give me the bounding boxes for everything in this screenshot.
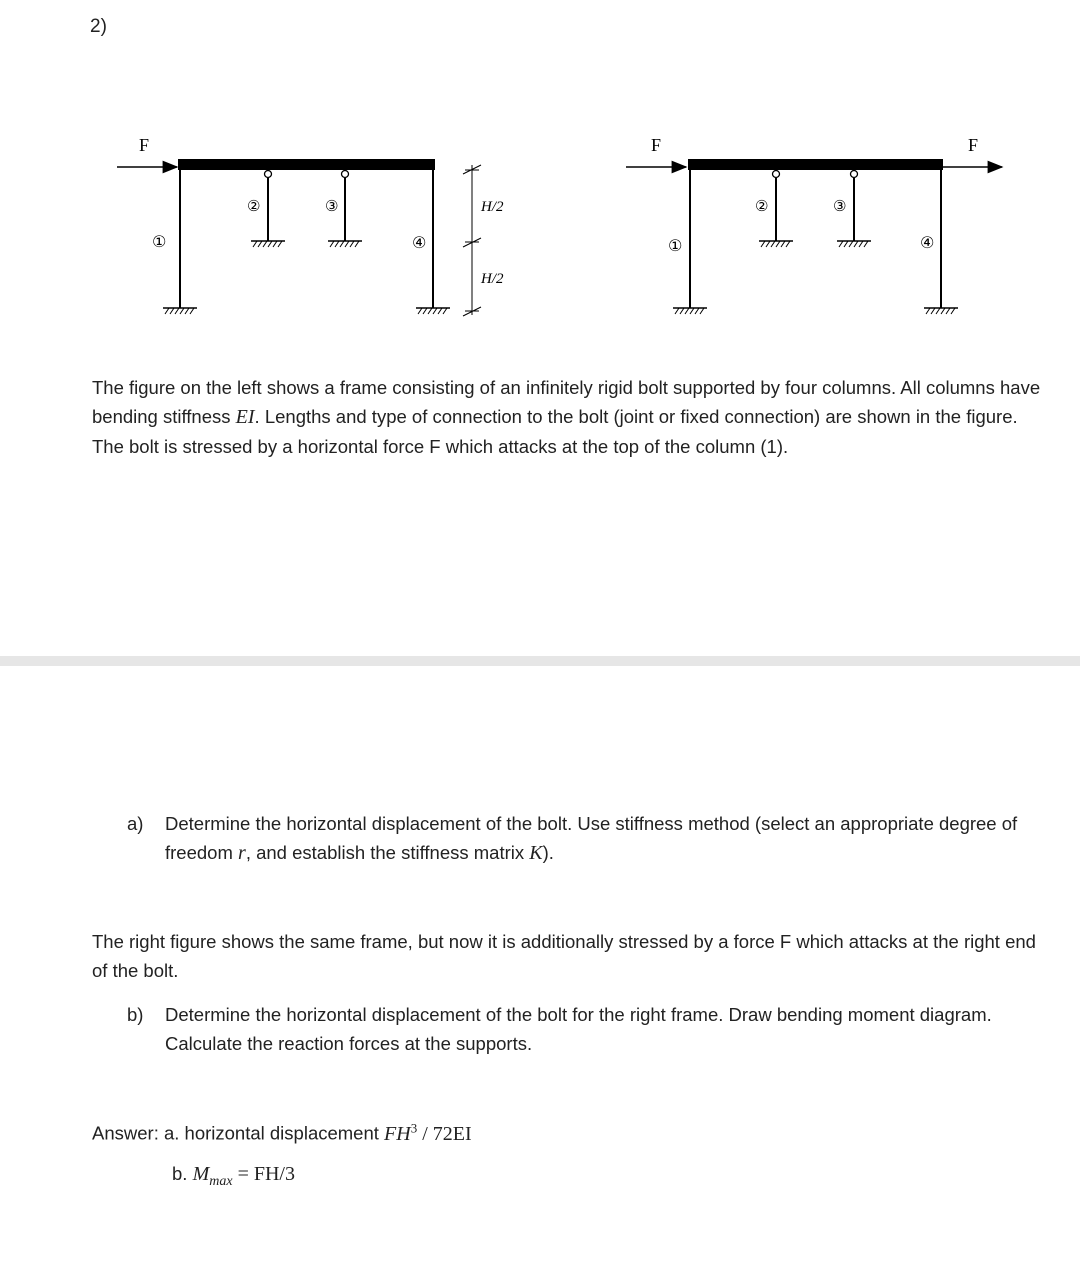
right-intro-paragraph: The right figure shows the same frame, but now it is additionally stressed by a force F which attacks at the right end of the bolt. [92, 931, 1036, 981]
question-a-text-2: , and establish the stiffness matrix [245, 842, 530, 863]
left-frame-figure [105, 120, 525, 335]
question-b-text: Determine the horizontal displacement of the bolt for the right frame. Draw bending moment diagram. Calculate the reaction forces at the supports. [165, 1004, 992, 1054]
answer-expr-rest: / 72EI [417, 1122, 472, 1145]
column-label-3: ③ [833, 198, 847, 215]
answer-b-expression [192, 1163, 295, 1189]
column-label-4: ④ [920, 235, 935, 252]
answer-b-m: M [192, 1163, 210, 1185]
force-label: F [139, 135, 150, 155]
column-label-1: ① [152, 234, 167, 251]
answer-expression [384, 1120, 472, 1145]
column-label-3: ③ [325, 198, 339, 215]
column-label-1: ① [668, 238, 683, 255]
answer-b-prefix: b. [172, 1163, 193, 1184]
intro-text-2: . Lengths and type of connection to the bolt (joint or fixed connection) are shown in the figure. The bolt is stressed by a horizontal force F which attacks at the top of the column (1). [92, 406, 1018, 457]
ei-symbol: EI [235, 406, 255, 428]
answer-expr-exponent: 3 [410, 1120, 418, 1135]
column-label-4: ④ [412, 235, 427, 252]
page-divider [0, 656, 1080, 666]
question-b-marker: b) [127, 1004, 144, 1025]
intro-text-1: The figure on the left shows a frame consisting of an infinitely rigid bolt supported by four columns. All columns have bending stiffness [92, 377, 1041, 427]
question-b [127, 1000, 1027, 1058]
column-label-2: ② [247, 198, 261, 215]
answer-b-sub: max [209, 1174, 233, 1189]
question-a-marker: a) [127, 813, 144, 834]
answer-prefix: Answer: a. horizontal displacement [92, 1122, 385, 1144]
k-symbol: K [529, 842, 543, 864]
intro-paragraph [92, 373, 1042, 461]
rigid-bolt [688, 159, 943, 170]
question-a-text-3: ). [542, 842, 554, 863]
dimension-label-top: H/2 [481, 199, 504, 215]
rigid-bolt [178, 159, 435, 170]
answer-expr-main: FH [384, 1122, 411, 1145]
force-label-right: F [968, 135, 979, 155]
question-a [127, 809, 1027, 868]
question-a-text-1: Determine the horizontal displacement of the bolt. Use stiffness method (select an appropriate degree of freedom [165, 813, 1018, 863]
problem-number: 2) [90, 16, 107, 37]
answer-a [92, 1120, 472, 1146]
right-frame-figure [610, 120, 1030, 335]
force-label-left: F [651, 135, 662, 155]
answer-b [172, 1163, 295, 1190]
column-label-2: ② [755, 198, 769, 215]
answer-b-rest: = FH/3 [232, 1163, 295, 1185]
r-symbol: r [238, 842, 246, 864]
dimension-line [463, 165, 481, 316]
dimension-label-bottom: H/2 [481, 271, 504, 287]
